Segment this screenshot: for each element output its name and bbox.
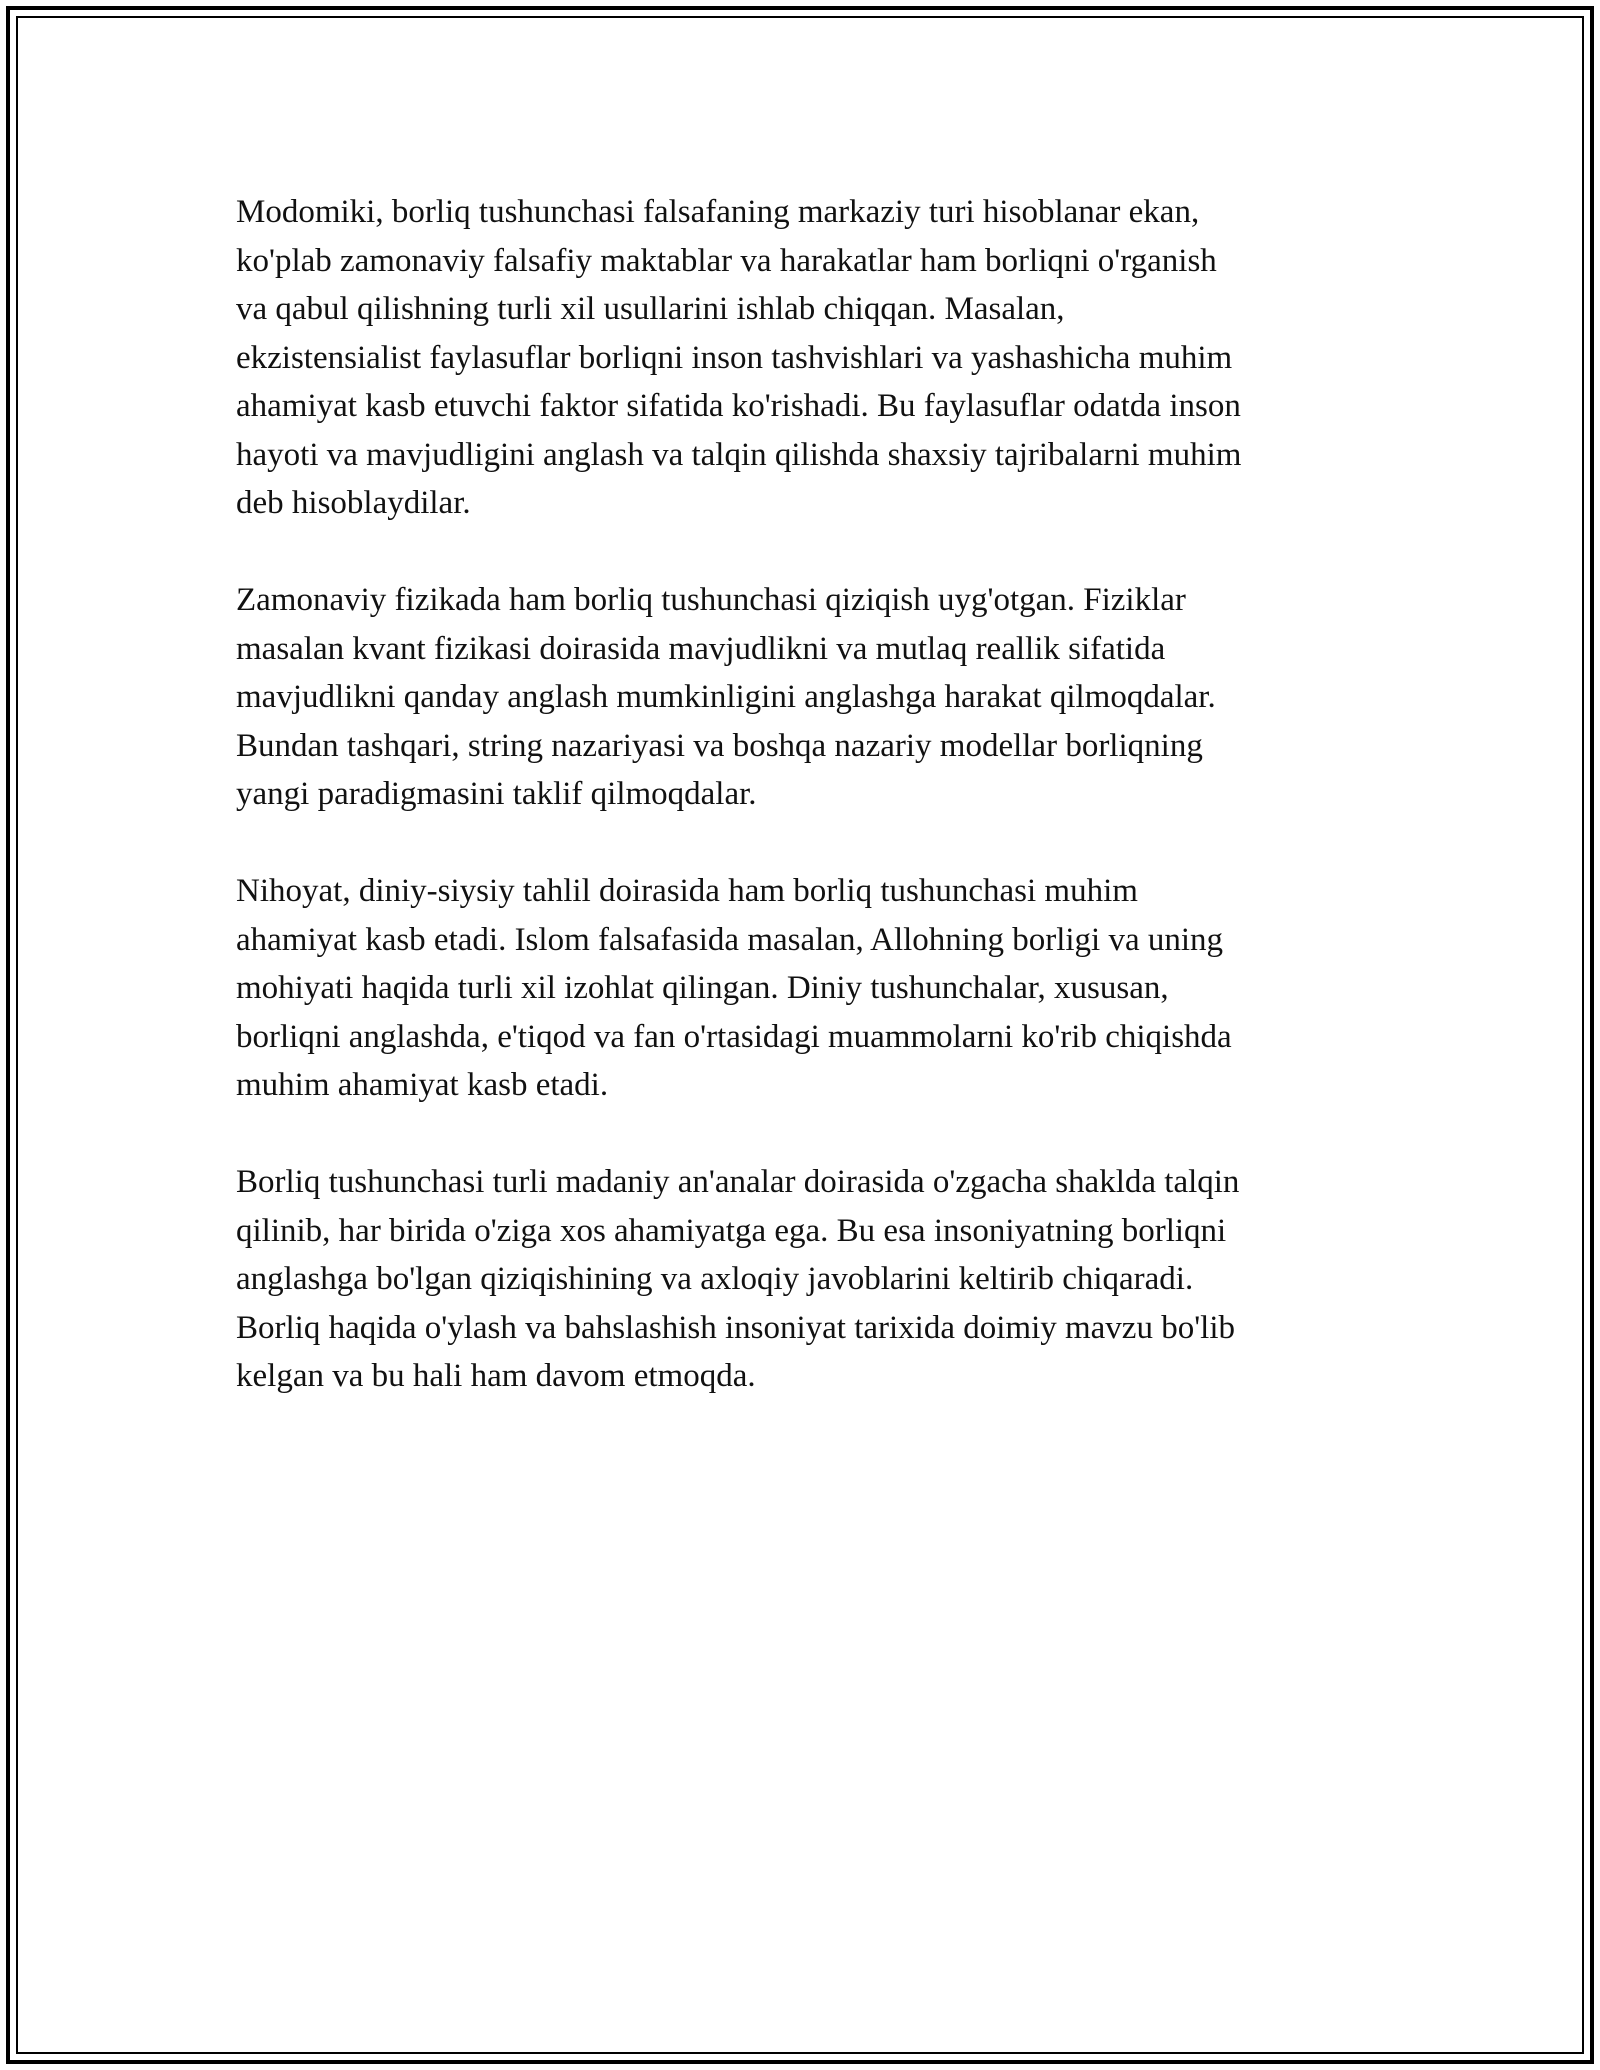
paragraph-2: Zamonaviy fizikada ham borliq tushunchasi qiziqish uyg'otgan. Fiziklar masalan kvant fizikasi doirasida mavjudlikni va mutlaq reallik sifatida mavjudlikni qanday anglash mumkinligini anglashga harakat qilmoqdalar. Bundan tashqari, string nazariyasi va boshqa nazariy modellar borliqning yangi paradigmasini taklif qilmoqdalar.: [236, 582, 1216, 812]
paragraph-3: Nihoyat, diniy-siysiy tahlil doirasida ham borliq tushunchasi muhim ahamiyat kasb etadi. Islom falsafasida masalan, Allohning borligi va uning mohiyati haqida turli xil izohlat qilingan. Diniy tushunchalar, xususan, borliqni anglashda, e'tiqod va fan o'rtasidagi muammolarni ko'rib chiqishda muhim ahamiyat kasb etadi.: [236, 873, 1232, 1103]
document-body: [236, 188, 1376, 1449]
paragraph-1: Modomiki, borliq tushunchasi falsafaning markaziy turi hisoblanar ekan, ko'plab zamonaviy falsafiy maktablar va harakatlar ham borliqni o'rganish va qabul qilishning turli xil usullarini ishlab chiqqan. Masalan, ekzistensialist faylasuflar borliqni inson tashvishlari va yashashicha muhim ahamiyat kasb etuvchi faktor sifatida ko'rishadi. Bu faylasuflar odatda inson hayoti va mavjudligini anglash va talqin qilishda shaxsiy tajribalarni muhim deb hisoblaydilar.: [236, 194, 1242, 521]
paragraph-4: Borliq tushunchasi turli madaniy an'analar doirasida o'zgacha shaklda talqin qilinib, har birida o'ziga xos ahamiyatga ega. Bu esa insoniyatning borliqni anglashga bo'lgan qiziqishining va axloqiy javoblarini keltirib chiqaradi. Borliq haqida o'ylash va bahslashish insoniyat tarixida doimiy mavzu bo'lib kelgan va bu hali ham davom etmoqda.: [236, 1164, 1240, 1394]
